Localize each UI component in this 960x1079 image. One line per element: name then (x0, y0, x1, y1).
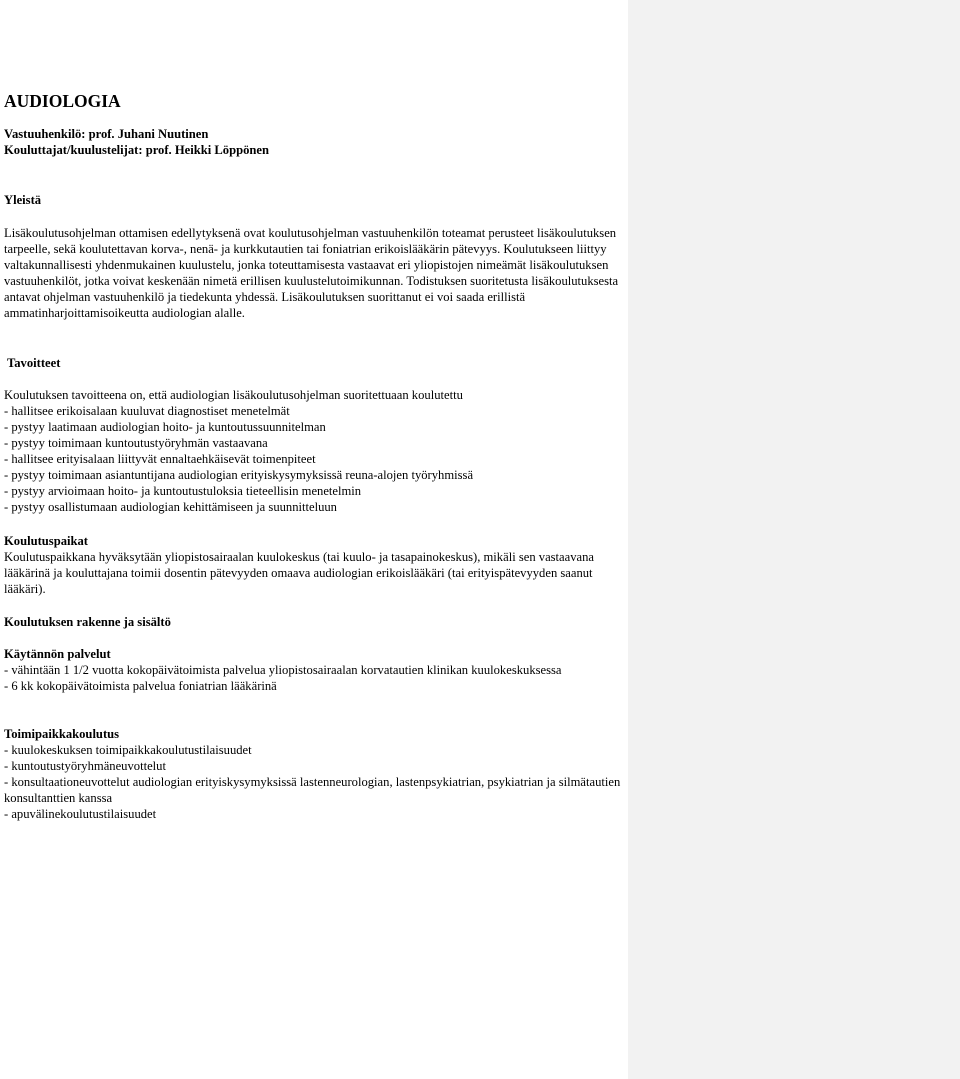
practical-section (4, 646, 622, 694)
workplace-item: - kuntoutustyöryhmäneuvottelut (4, 759, 166, 773)
goals-item: - pystyy osallistumaan audiologian kehittämiseen ja suunnitteluun (4, 500, 337, 514)
workplace-item: - apuvälinekoulutustilaisuudet (4, 807, 157, 821)
document-meta (4, 126, 269, 158)
trainers: Kouluttajat/kuulustelijat: prof. Heikki Löppönen (4, 143, 269, 157)
general-section (4, 225, 622, 321)
goals-item: - pystyy toimimaan kuntoutustyöryhmän vastaavana (4, 436, 268, 450)
goals-intro: Koulutuksen tavoitteena on, että audiologian lisäkoulutusohjelman suoritettuaan koulutettu (4, 388, 463, 402)
general-paragraph: Lisäkoulutusohjelman ottamisen edellytyksenä ovat koulutusohjelman vastuuhenkilön toteamat perusteet lisäkoulutuksen tarpeelle, sekä koulutettavan korva-, nenä- ja kurkkutautien tai foniatrian erikoislääkärin pätevyys. Koulutukseen liittyy valtakunnallisesti yhdenmukainen kuulustelu, jonka toteuttamisesta vastaavat eri yliopistojen nimeämät lisäkoulutuksen vastuuhenkilöt, jotka voivat keskenään nimetä erillisen kuulustelutoimikunnan. Todistuksen suoritetusta lisäkoulutuksesta antavat ohjelman vastuuhenkilö ja tiedekunta yhdessä. Lisäkoulutuksen suorittanut ei voi saada erillistä ammatinharjoittamisoikeutta audiologian alalle. (4, 226, 619, 320)
workplace-heading: Toimipaikkakoulutus (4, 727, 120, 741)
goals-item: - pystyy arvioimaan hoito- ja kuntoutustuloksia tieteellisin menetelmin (4, 484, 362, 498)
goals-item: - pystyy toimimaan asiantuntijana audiologian erityiskysymyksissä reuna-alojen työryhmissä (4, 468, 474, 482)
goals-item: - hallitsee erikoisalaan kuuluvat diagnostiset menetelmät (4, 404, 290, 418)
training-places-section (4, 533, 622, 597)
goals-heading: Tavoitteet (7, 356, 61, 370)
training-places-heading: Koulutuspaikat (4, 534, 88, 548)
workplace-item: - kuulokeskuksen toimipaikkakoulutustilaisuudet (4, 743, 252, 757)
workplace-item: - konsultaationeuvottelut audiologian erityiskysymyksissä lastenneurologian, lastenpsykiatrian, psykiatrian ja silmätautien konsultanttien kanssa (4, 775, 621, 805)
responsible-person: Vastuuhenkilö: prof. Juhani Nuutinen (4, 127, 209, 141)
document-title: AUDIOLOGIA (4, 91, 121, 111)
structure-heading: Koulutuksen rakenne ja sisältö (4, 615, 171, 629)
practical-item: - 6 kk kokopäivätoimista palvelua foniatrian lääkärinä (4, 679, 277, 693)
practical-heading: Käytännön palvelut (4, 647, 111, 661)
goals-section (4, 387, 473, 515)
general-heading: Yleistä (4, 193, 42, 207)
practical-item: - vähintään 1 1/2 vuotta kokopäivätoimista palvelua yliopistosairaalan korvatautien klinikan kuulokeskuksessa (4, 663, 562, 677)
goals-item: - pystyy laatimaan audiologian hoito- ja kuntoutussuunnitelman (4, 420, 326, 434)
workplace-section (4, 726, 622, 822)
side-panel (628, 0, 960, 1079)
goals-item: - hallitsee erityisalaan liittyvät ennaltaehkäisevät toimenpiteet (4, 452, 316, 466)
training-places-paragraph: Koulutuspaikkana hyväksytään yliopistosairaalan kuulokeskus (tai kuulo- ja tasapainokeskus), mikäli sen vastaavana lääkärinä ja kouluttajana toimii dosentin pätevyyden omaava audiologian erikoislääkäri (tai erityispätevyyden saanut lääkäri). (4, 550, 595, 596)
